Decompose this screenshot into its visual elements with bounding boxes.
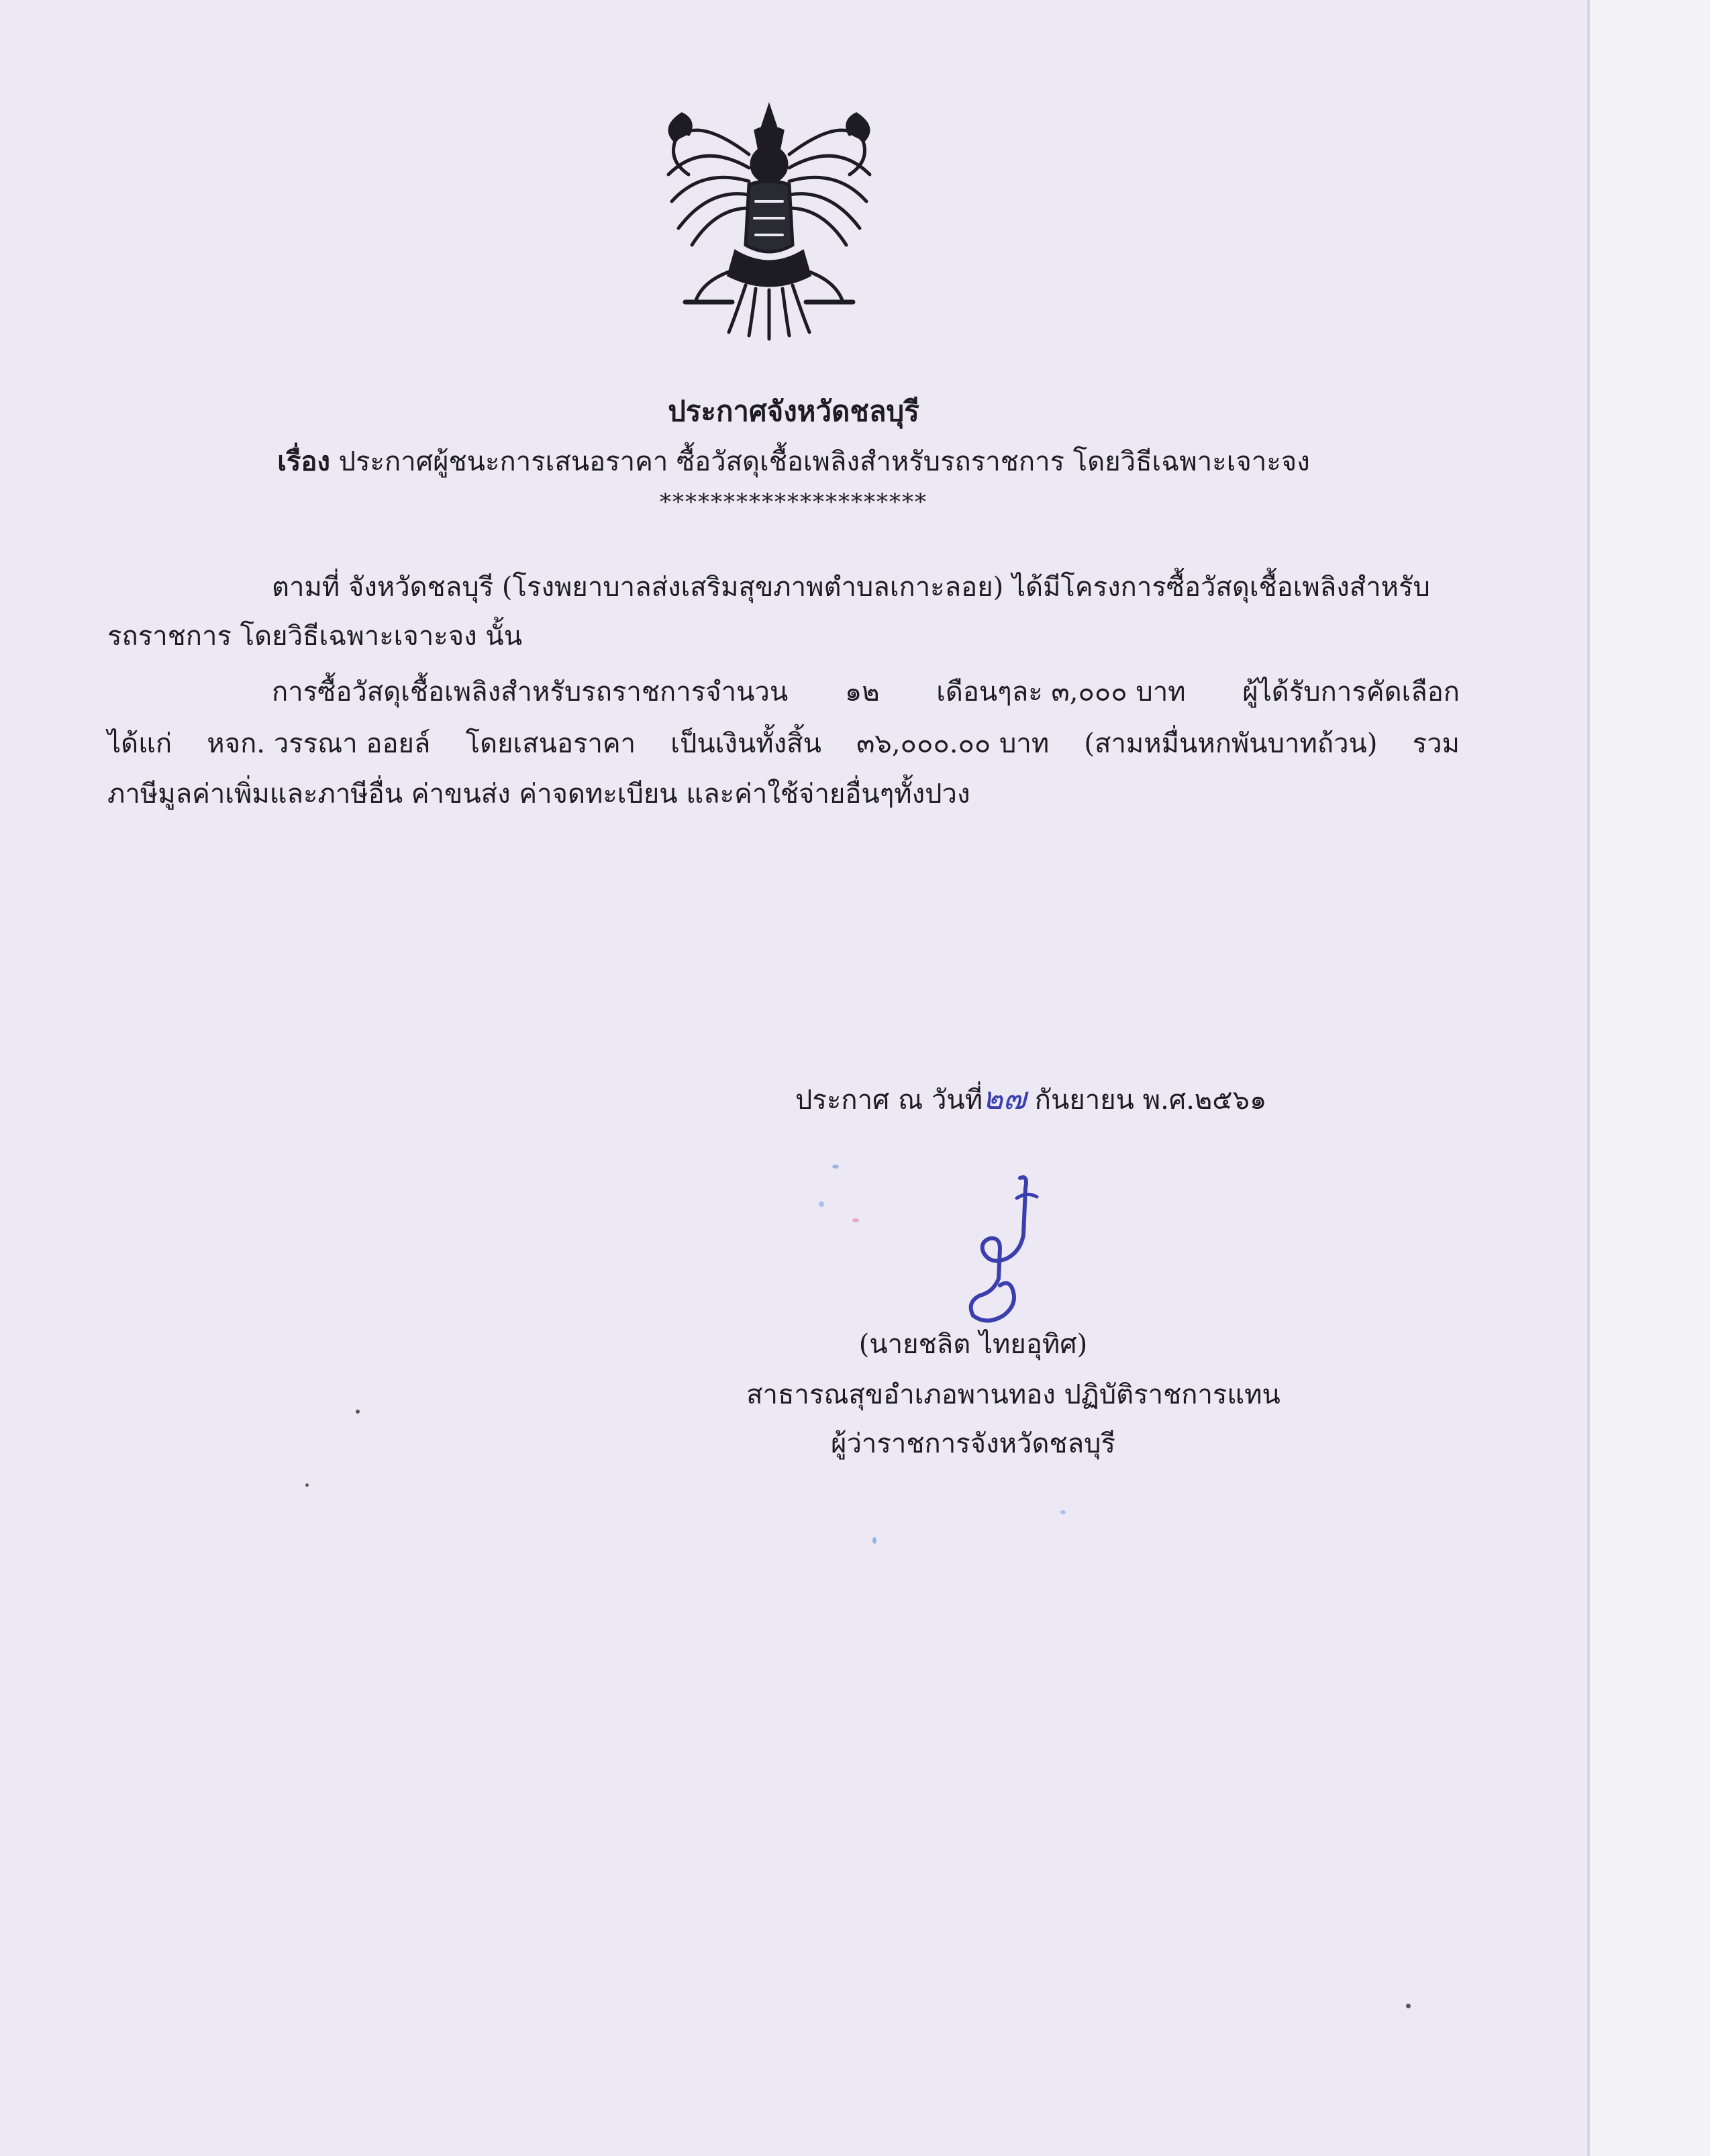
scan-speck (356, 1410, 360, 1414)
date-day-handwritten: ๒๗ (983, 1080, 1027, 1116)
purchase-months: ๑๒ (844, 677, 880, 707)
scan-speck (305, 1483, 309, 1487)
paragraph-1-line-1: ตามที่ จังหวัดชลบุรี (โรงพยาบาลส่งเสริมสุขภาพตำบลเกาะลอย) ได้มีโครงการซื้อวัสดุเชื้อเพลิงสำหรับ (272, 572, 1430, 603)
announcement-title: ประกาศจังหวัดชลบุรี (668, 395, 919, 428)
paragraph-2-line-3: ภาษีมูลค่าเพิ่มและภาษีอื่น ค่าขนส่ง ค่าจดทะเบียน และค่าใช้จ่ายอื่นๆทั้งปวง (107, 779, 970, 810)
total-amount-words: (สามหมื่นหกพันบาทถ้วน) (1084, 728, 1378, 759)
winner-label: ได้แก่ (107, 728, 172, 759)
date-prefix: ประกาศ ณ วันที่ (795, 1085, 983, 1116)
scan-speck (872, 1537, 876, 1544)
scan-speck (1406, 2004, 1411, 2008)
including-label: รวม (1412, 728, 1460, 759)
separator-stars: ********************* (660, 489, 927, 516)
scan-speck (819, 1202, 824, 1207)
subject-label: เรื่อง (277, 446, 330, 477)
purchase-item: การซื้อวัสดุเชื้อเพลิงสำหรับรถราชการจำนวน (272, 677, 789, 707)
paragraph-2-line-1 (272, 670, 1460, 713)
monthly-amount: เดือนๆละ ๓,๐๐๐ บาท (936, 677, 1186, 707)
signatory-position-1: สาธารณสุขอำเภอพานทอง ปฏิบัติราชการแทน (746, 1379, 1280, 1410)
total-label: เป็นเงินทั้งสิ้น (670, 728, 821, 759)
announcement-date (795, 1074, 1266, 1123)
scanner-edge-strip (1587, 0, 1710, 2156)
winner-name: หจก. วรรณา ออยล์ (207, 728, 431, 759)
signatory-name: (นายชลิต ไทยอุทิศ) (858, 1329, 1088, 1360)
paragraph-1-line-2: รถราชการ โดยวิธีเฉพาะเจาะจง นั้น (107, 621, 523, 652)
selected-label: ผู้ได้รับการคัดเลือก (1242, 677, 1460, 707)
handwritten-signature-icon (953, 1171, 1047, 1326)
scan-speck (852, 1218, 859, 1222)
total-amount: ๓๖,๐๐๐.๐๐ บาท (856, 728, 1050, 759)
announcement-subject (0, 440, 1587, 483)
scan-speck (1060, 1510, 1066, 1514)
signatory-position-2: ผู้ว่าราชการจังหวัดชลบุรี (831, 1428, 1115, 1459)
offer-label: โดยเสนอราคา (465, 728, 636, 759)
date-month-year: กันยายน พ.ศ.๒๕๖๑ (1034, 1085, 1267, 1116)
garuda-emblem-icon (655, 101, 883, 342)
subject-text: ประกาศผู้ชนะการเสนอราคา ซื้อวัสดุเชื้อเพลิงสำหรับรถราชการ โดยวิธีเฉพาะเจาะจง (338, 446, 1310, 477)
paragraph-2-line-2 (107, 722, 1460, 765)
scan-speck (832, 1165, 839, 1169)
